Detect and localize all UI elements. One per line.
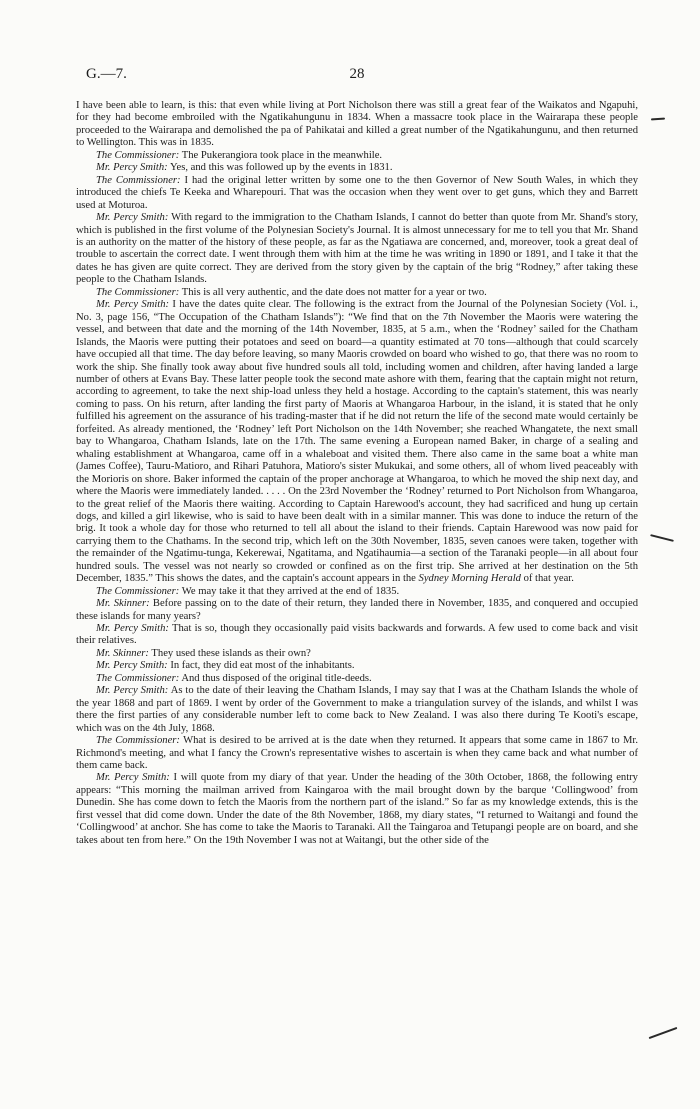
speaker-name: Mr. Percy Smith: [96,685,169,697]
paragraph [76,673,638,685]
speaker-name: Mr. Skinner: [96,598,150,610]
paragraph-text: As to the date of their leaving the Chatham Islands, I may say that I was at the Chatham Islands the whole of the year 1868 and part of 1869. I went by order of the Government to make a triangulation survey of the islands, and whilst I was there the first parties of any considerable number left to come back to New Zealand. I was also there during Te Kooti's escape, which was on the 4th July, 1868. [76,685,638,734]
paragraph-text: With regard to the immigration to the Chatham Islands, I cannot do better than quote from Mr. Shand's story, which is published in the first volume of the Polynesian Society's Journal. It is almost unnecessary for me to tell you that Mr. Shand is an authority on the matter of the history of these people, as far as the Ngatiawa are concerned, and, moreover, took a great deal of trouble to ascertain the correct date. I went through them with him at the time he was writing in 1890 or 1891, and I take it that the dates he has given are quite correct. They are derived from the story given by the captain of the brig “Rodney,” after taking these people to the Chatham Islands. [76,212,638,286]
paragraph-text: That is so, though they occasionally paid visits backwards and forwards. A few used to come back and visit their relatives. [76,623,638,647]
paragraph-text: I have the dates quite clear. The following is the extract from the Journal of the Polynesian Society (Vol. i., No. 3, page 156, “The Occupation of the Chatham Islands”): “We find that on the 7th November the Maoris were watering the vessel, and between that date and the morning of the 14th November, 1835, at 5 a.m., when the ‘Rodney’ sailed for the Chatham Islands, the Maoris were putting their potatoes and seed on board—a quantity estimated at 70 tons—although that could scarcely have occupied all that time. The day before leaving, so many Maoris crowded on board who wished to go, that there was no room to work the ship. She finally took away about five hundred souls all told, including women and children, after having landed a large number of others at Evans Bay. These latter people took the second mate ashore with them, fearing that the captain might not return, according to agreement, to take the next ship-load unless they held a hostage. According to the captain's statement, this was nearly coming to pass. On his return, after landing the first party of Maoris at Whangaroa Harbour, in the island, it is stated that he only fulfilled his agreement on the assurance of his trading-master that if he did not return the life of the second mate would certainly be forfeited. As already mentioned, the ‘Rodney’ left Port Nicholson on the 14th November; she reached Whangatete, the next small bay to Whangaroa, Chatham Islands, late on the 17th. The same evening a European named Baker, in charge of a sealing and whaling establishment at Whangaroa, came off in a whaleboat and visited them. There also came in the same boat a white man (James Coffee), Tauru-Matioro, and Rihari Patuhora, Matioro's sister Mukukai, and some others, all of whom lived peaceably with the Morioris on shore. Baker informed the captain of the proper anchorage at Whangaroa, to which he moved the ship next day, and where the Maoris were immediately landed. . . . . On the 23rd November the ‘Rodney’ returned to Port Nicholson from Whangaroa, to the great relief of the Maoris there waiting. According to Captain Harewood's account, they had sacrificed and hung up certain dogs, and killed a girl likewise, who is said to have been dealt with in a similar manner. This was done to induce the return of the brig. It took a whole day for those who returned to tell all about the island to their friends. Captain Harewood was now paid for carrying them to the Chathams. In the second trip, which left on the 30th November, 1835, seven canoes were taken, together with the remainder of the Ngatimu-tunga, Kekerewai, Ngatitama, and Ngatihaumia—a section of the Taranaki people—in all about four hundred souls. The vessel was not nearly so crowded or confined as on the first trip. She arrived at her destination on the 5th December, 1835.” This shows the dates, and the captain's account appears in the [76,299,638,585]
paragraph-text: Yes, and this was followed up by the events in 1831. [167,162,393,174]
paragraph-text: And thus disposed of the original title-deeds. [179,672,372,684]
speaker-name: Mr. Percy Smith: [96,660,168,672]
paragraph-text: This is all very authentic, and the date does not matter for a year or two. [179,286,487,298]
paragraph [76,735,638,772]
paragraph-text: What is desired to be arrived at is the date when they returned. It appears that some came in 1867 to Mr. Richmond's meeting, and what I fancy the Crown's representative wishes to ascertain is when they came back and what number of them came back. [76,735,638,772]
speaker-name: Mr. Skinner: [96,647,149,659]
speaker-name: The Commissioner: [96,672,180,684]
paragraph-text-tail: of that year. [520,573,574,585]
paragraph [76,586,638,598]
paragraph [76,660,638,672]
paragraph-text: Before passing on to the date of their return, they landed there in November, 1835, and conquered and occupied these islands for many years? [76,598,638,622]
document-body [76,100,638,847]
margin-mark [649,1027,678,1039]
speaker-name: The Commissioner: [96,585,180,597]
paragraph-text: I will quote from my diary of that year. Under the heading of the 30th October, 1868, the following entry appears: “This morning the mailman arrived from Kaingaroa with the mail brought down by the barque ‘Collingwood’ from Dunedin. She has come down to fetch the Maoris from the northern part of the island.” So far as my knowledge extends, this is the first vessel that did come down. Under the date of the 8th November, 1868, my diary states, “I returned to Waitangi and found the ‘Collingwood’ at anchor. She has come to take the Maoris to Taranaki. All the Taingaroa and Tetupangi people are on board, and she takes about ten from here.” On the 19th November I was not at Waitangi, but the other side of the [76,772,638,846]
paragraph-text: I have been able to learn, is this: that even while living at Port Nicholson there was still a great fear of the Waikatos and Ngapuhi, for they had become embroiled with the Ngatikahungunu in 1834. When a massacre took place in the Wairarapa these people proceeded to the Wairarapa and demolished the pa of Pahikatai and killed a great number of the Ngatikahungunu, and then returned to Wellington. This was in 1835. [76,100,638,149]
paragraph [76,175,638,212]
paragraph-text: I had the original letter written by some one to the then Governor of New South Wales, in which they introduced the chiefs Te Keeka and Wharepouri. That was the occasion when they went over to get guns, which they and Barrett used at Moturoa. [76,174,638,211]
speaker-name: Mr. Percy Smith: [96,212,169,224]
margin-mark [651,118,665,121]
paragraph [76,772,638,847]
paragraph [76,287,638,299]
speaker-name: The Commissioner: [96,286,180,298]
speaker-name: The Commissioner: [96,174,181,186]
margin-mark [650,534,674,542]
paragraph [76,685,638,735]
paragraph-text: They used these islands as their own? [148,647,311,659]
page-number: 28 [349,66,365,82]
document-page [76,66,638,847]
publication-title: Sydney Morning Herald [418,573,521,585]
paragraph-text: In fact, they did eat most of the inhabitants. [167,660,355,672]
page-header [76,66,638,88]
paragraph [76,100,638,150]
paragraph-text: The Pukerangiora took place in the meanwhile. [179,149,383,161]
paragraph [76,162,638,174]
paragraph [76,150,638,162]
paragraph [76,598,638,623]
speaker-name: The Commissioner: [96,735,180,747]
speaker-name: Mr. Percy Smith: [96,162,168,174]
speaker-name: Mr. Percy Smith: [96,772,170,784]
speaker-name: Mr. Percy Smith: [96,623,169,635]
paragraph [76,623,638,648]
paper-reference: G.—7. [86,66,127,82]
paragraph [76,212,638,287]
paragraph-text: We may take it that they arrived at the end of 1835. [179,585,400,597]
speaker-name: The Commissioner: [96,149,180,161]
paragraph [76,299,638,585]
speaker-name: Mr. Percy Smith: [96,299,170,311]
paragraph [76,648,638,660]
